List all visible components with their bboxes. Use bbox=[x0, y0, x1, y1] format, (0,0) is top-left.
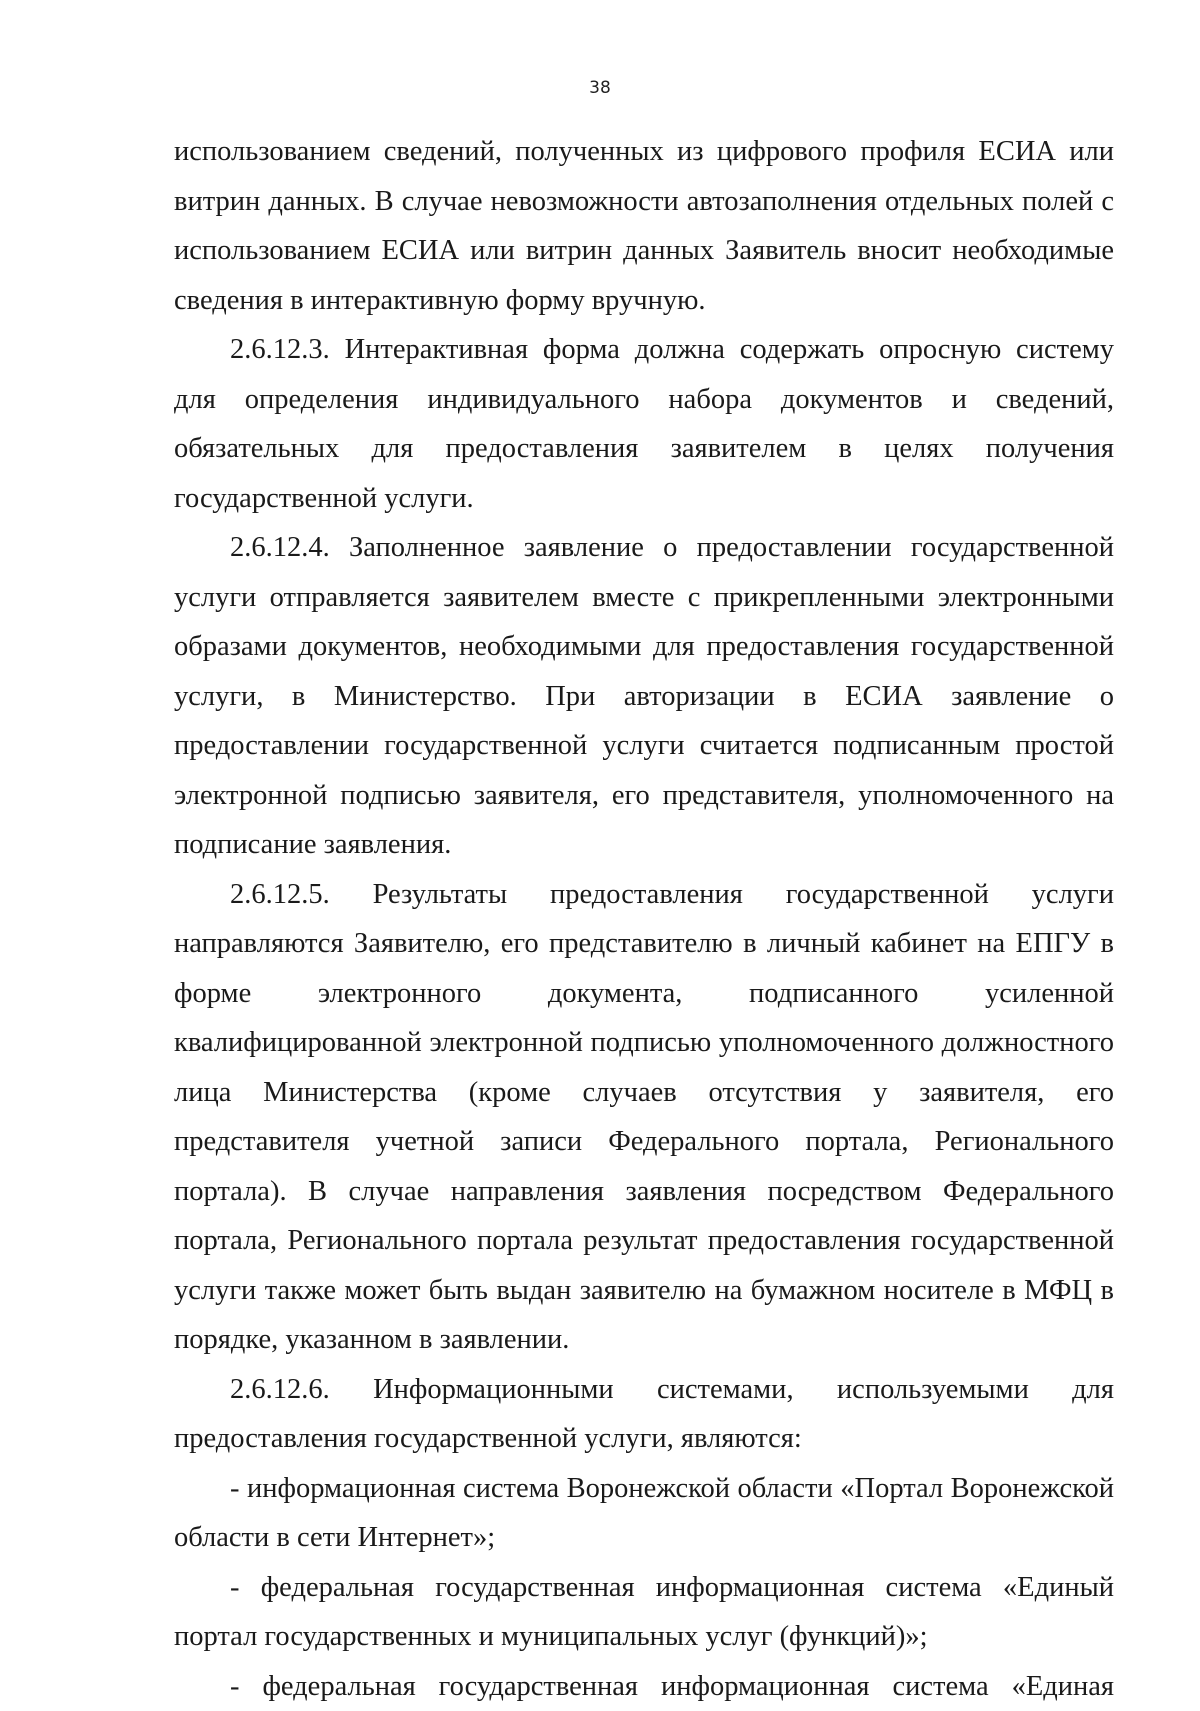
paragraph-2-6-12-6: 2.6.12.6. Информационными системами, используемыми для предоставления государственной услуги, являются: bbox=[174, 1365, 1114, 1464]
paragraph-2-6-12-4: 2.6.12.4. Заполненное заявление о предоставлении государственной услуги отправляется заявителем вместе с прикрепленными электронными образами документов, необходимыми для предоставления государственной услуги, в Министерство. При авторизации в ЕСИА заявление о предоставлении государственной услуги считается подписанным простой электронной подписью заявителя, его представителя, уполномоченного на подписание заявления. bbox=[174, 523, 1114, 870]
paragraph-2-6-12-3: 2.6.12.3. Интерактивная форма должна содержать опросную систему для определения индивидуального набора документов и сведений, обязательных для предоставления заявителем в целях получения государственной услуги. bbox=[174, 325, 1114, 523]
list-item: - федеральная государственная информационная система «Единая bbox=[174, 1662, 1114, 1711]
page-number: 38 bbox=[0, 78, 1200, 98]
list-item: - информационная система Воронежской области «Портал Воронежской области в сети Интернет»; bbox=[174, 1464, 1114, 1563]
paragraph-2-6-12-5: 2.6.12.5. Результаты предоставления государственной услуги направляются Заявителю, его представителю в личный кабинет на ЕПГУ в форме электронного документа, подписанного усиленной квалифицированной электронной подписью уполномоченного должностного лица Министерства (кроме случаев отсутствия у заявителя, его представителя учетной записи Федерального портала, Регионального портала). В случае направления заявления посредством Федерального портала, Регионального портала результат предоставления государственной услуги также может быть выдан заявителю на бумажном носителе в МФЦ в порядке, указанном в заявлении. bbox=[174, 870, 1114, 1365]
document-body bbox=[174, 127, 1114, 1711]
paragraph-continuation: использованием сведений, полученных из цифрового профиля ЕСИА или витрин данных. В случае невозможности автозаполнения отдельных полей с использованием ЕСИА или витрин данных Заявитель вносит необходимые сведения в интерактивную форму вручную. bbox=[174, 127, 1114, 325]
list-item: - федеральная государственная информационная система «Единый портал государственных и муниципальных услуг (функций)»; bbox=[174, 1563, 1114, 1662]
